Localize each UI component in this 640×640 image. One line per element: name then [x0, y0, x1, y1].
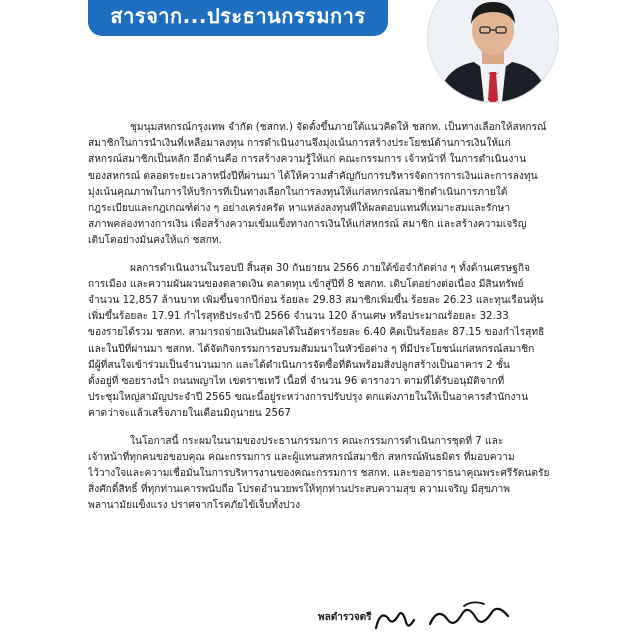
signer-rank: พลตำรวจตรี — [318, 612, 372, 623]
text-line: กฎระเบียบและกฎเกณฑ์ต่าง ๆ อย่างเคร่งครัด หาแหล่งลงทุนที่ให้ผลตอบแทนที่เหมาะสมและรักษา — [88, 203, 511, 215]
message-body — [88, 120, 550, 526]
text-line: ผลการดำเนินงานในรอบปี สิ้นสุด 30 กันยายน 2566 ภายใต้ข้อจำกัดต่าง ๆ ทั้งด้านเศรษฐกิจ — [130, 262, 530, 274]
header-banner — [88, 0, 388, 36]
text-line: เพิ่มขึ้นร้อยละ 17.91 กำไรสุทธิประจำปี 2566 จำนวน 120 ล้านเศษ หรือประมาณร้อยละ 32.33 — [88, 311, 509, 323]
text-line: ตั้งอยู่ที่ ซอยรางน้ำ ถนนพญาไท เขตราชเทวี เนื้อที่ จำนวน 96 ตารางวา ตามที่ได้รับอนุมัติจากที่ — [88, 376, 505, 388]
text-line: และในปีที่ผ่านมา ชสกท. ได้จัดกิจกรรมการอบรมสัมมนาในหัวข้อต่าง ๆ ที่มีประโยชน์แก่สหกรณ์สมาชิก — [88, 343, 535, 355]
text-line: สหกรณ์สมาชิกเป็นหลัก อีกด้านคือ การสร้างความรู้ให้แก่ คณะกรรมการ เจ้าหน้าที่ ในการดำเนินงาน — [88, 154, 527, 166]
text-line: เจ้าหน้าที่ทุกคนขอขอบคุณ คณะกรรมการ และผู้แทนสหกรณ์สมาชิก สหกรณ์พันธมิตร ที่มอบความ — [88, 451, 515, 463]
paragraph-thanks — [88, 434, 550, 515]
text-line: ประชุมใหญ่สามัญประจำปี 2565 ขณะนี้อยู่ระหว่างการปรับปรุง ตกแต่งภายในให้เป็นอาคารสำนักงาน — [88, 392, 529, 404]
signature-block — [318, 598, 578, 638]
text-line: สภาพคล่องทางการเงิน เพื่อสร้างความเข้มแข็งทางการเงินให้แก่สหกรณ์ สมาชิก และสร้างความเจริญ — [88, 219, 527, 231]
text-line: สิ่งศักดิ์สิทธิ์ ที่ทุกท่านเคารพนับถือ โปรดอำนวยพรให้ทุกท่านประสบความสุข ความเจริญ มีสุขภาพ — [88, 484, 511, 496]
text-line: การเมือง และความผันผวนของตลาดเงิน ตลาดทุน เข้าสู่ปีที่ 8 ชสกท. เติบโตอย่างต่อเนื่อง มีสินทรัพย์ — [88, 278, 524, 290]
paragraph-intro — [88, 120, 550, 250]
text-line: จำนวน 12,857 ล้านบาท เพิ่มขึ้นจากปีก่อน ร้อยละ 29.83 สมาชิกเพิ่มขึ้น ร้อยละ 26.23 และทุนเรือนหุ้น — [88, 295, 544, 307]
text-line: มีผู้ที่สนใจเข้าร่วมเป็นจำนวนมาก และได้ดำเนินการจัดซื้อที่ดินพร้อมสิ่งปลูกสร้างเป็นอาคาร 2 ชั้น — [88, 359, 510, 371]
text-line: ของรายได้รวม ชสกท. สามารถจ่ายเงินปันผลได้ในอัตราร้อยละ 6.40 คิดเป็นร้อยละ 87.15 ของกำไรสุทธิ — [88, 327, 545, 339]
text-line: ไว้วางใจและความเชื่อมั่นในการบริหารงานของคณะกรรมการ ชสกท. และขออาราธนาคุณพระศรีรัตนตรัย — [88, 468, 550, 480]
text-line: มุ่งเน้นคุณภาพในการให้บริการที่เป็นทางเลือกในการลงทุนให้แก่สหกรณ์สมาชิกดำเนินการภายใต้ — [88, 186, 508, 198]
text-line: ในโอกาสนี้ กระผมในนามของประธานกรรมการ คณะกรรมการดำเนินการชุดที่ 7 และ — [130, 435, 504, 447]
text-line: พลานามัยแข็งแรง ปราศจากโรคภัยไข้เจ็บทั้งปวง — [88, 500, 301, 512]
person-portrait-icon — [428, 0, 558, 102]
text-line: ของสหกรณ์ ตลอดระยะเวลาหนึ่งปีที่ผ่านมา ได้ให้ความสำคัญกับการบริหารจัดการการเงินและการลงทุน — [88, 170, 538, 182]
text-line: สมาชิกในการนำเงินที่เหลือมาลงทุน การดำเนินงานจึงมุ่งเน้นการสร้างประโยชน์ด้านการเงินให้แก่ — [88, 138, 511, 150]
paragraph-performance — [88, 261, 550, 423]
portrait-photo — [428, 0, 558, 102]
handwritten-signature-icon — [368, 598, 528, 636]
text-line: เติบโตอย่างมั่นคงให้แก่ ชสกท. — [88, 235, 222, 247]
page-title: สารจาก...ประธานกรรมการ — [110, 4, 366, 28]
text-line: ชุมนุมสหกรณ์กรุงเทพ จำกัด (ชสกท.) จัดตั้งขึ้นภายใต้แนวคิดให้ ชสกท. เป็นทางเลือกให้สหกรณ์ — [130, 122, 547, 133]
text-line: คาดว่าจะแล้วเสร็จภายในเดือนมิถุนายน 2567 — [88, 408, 291, 420]
